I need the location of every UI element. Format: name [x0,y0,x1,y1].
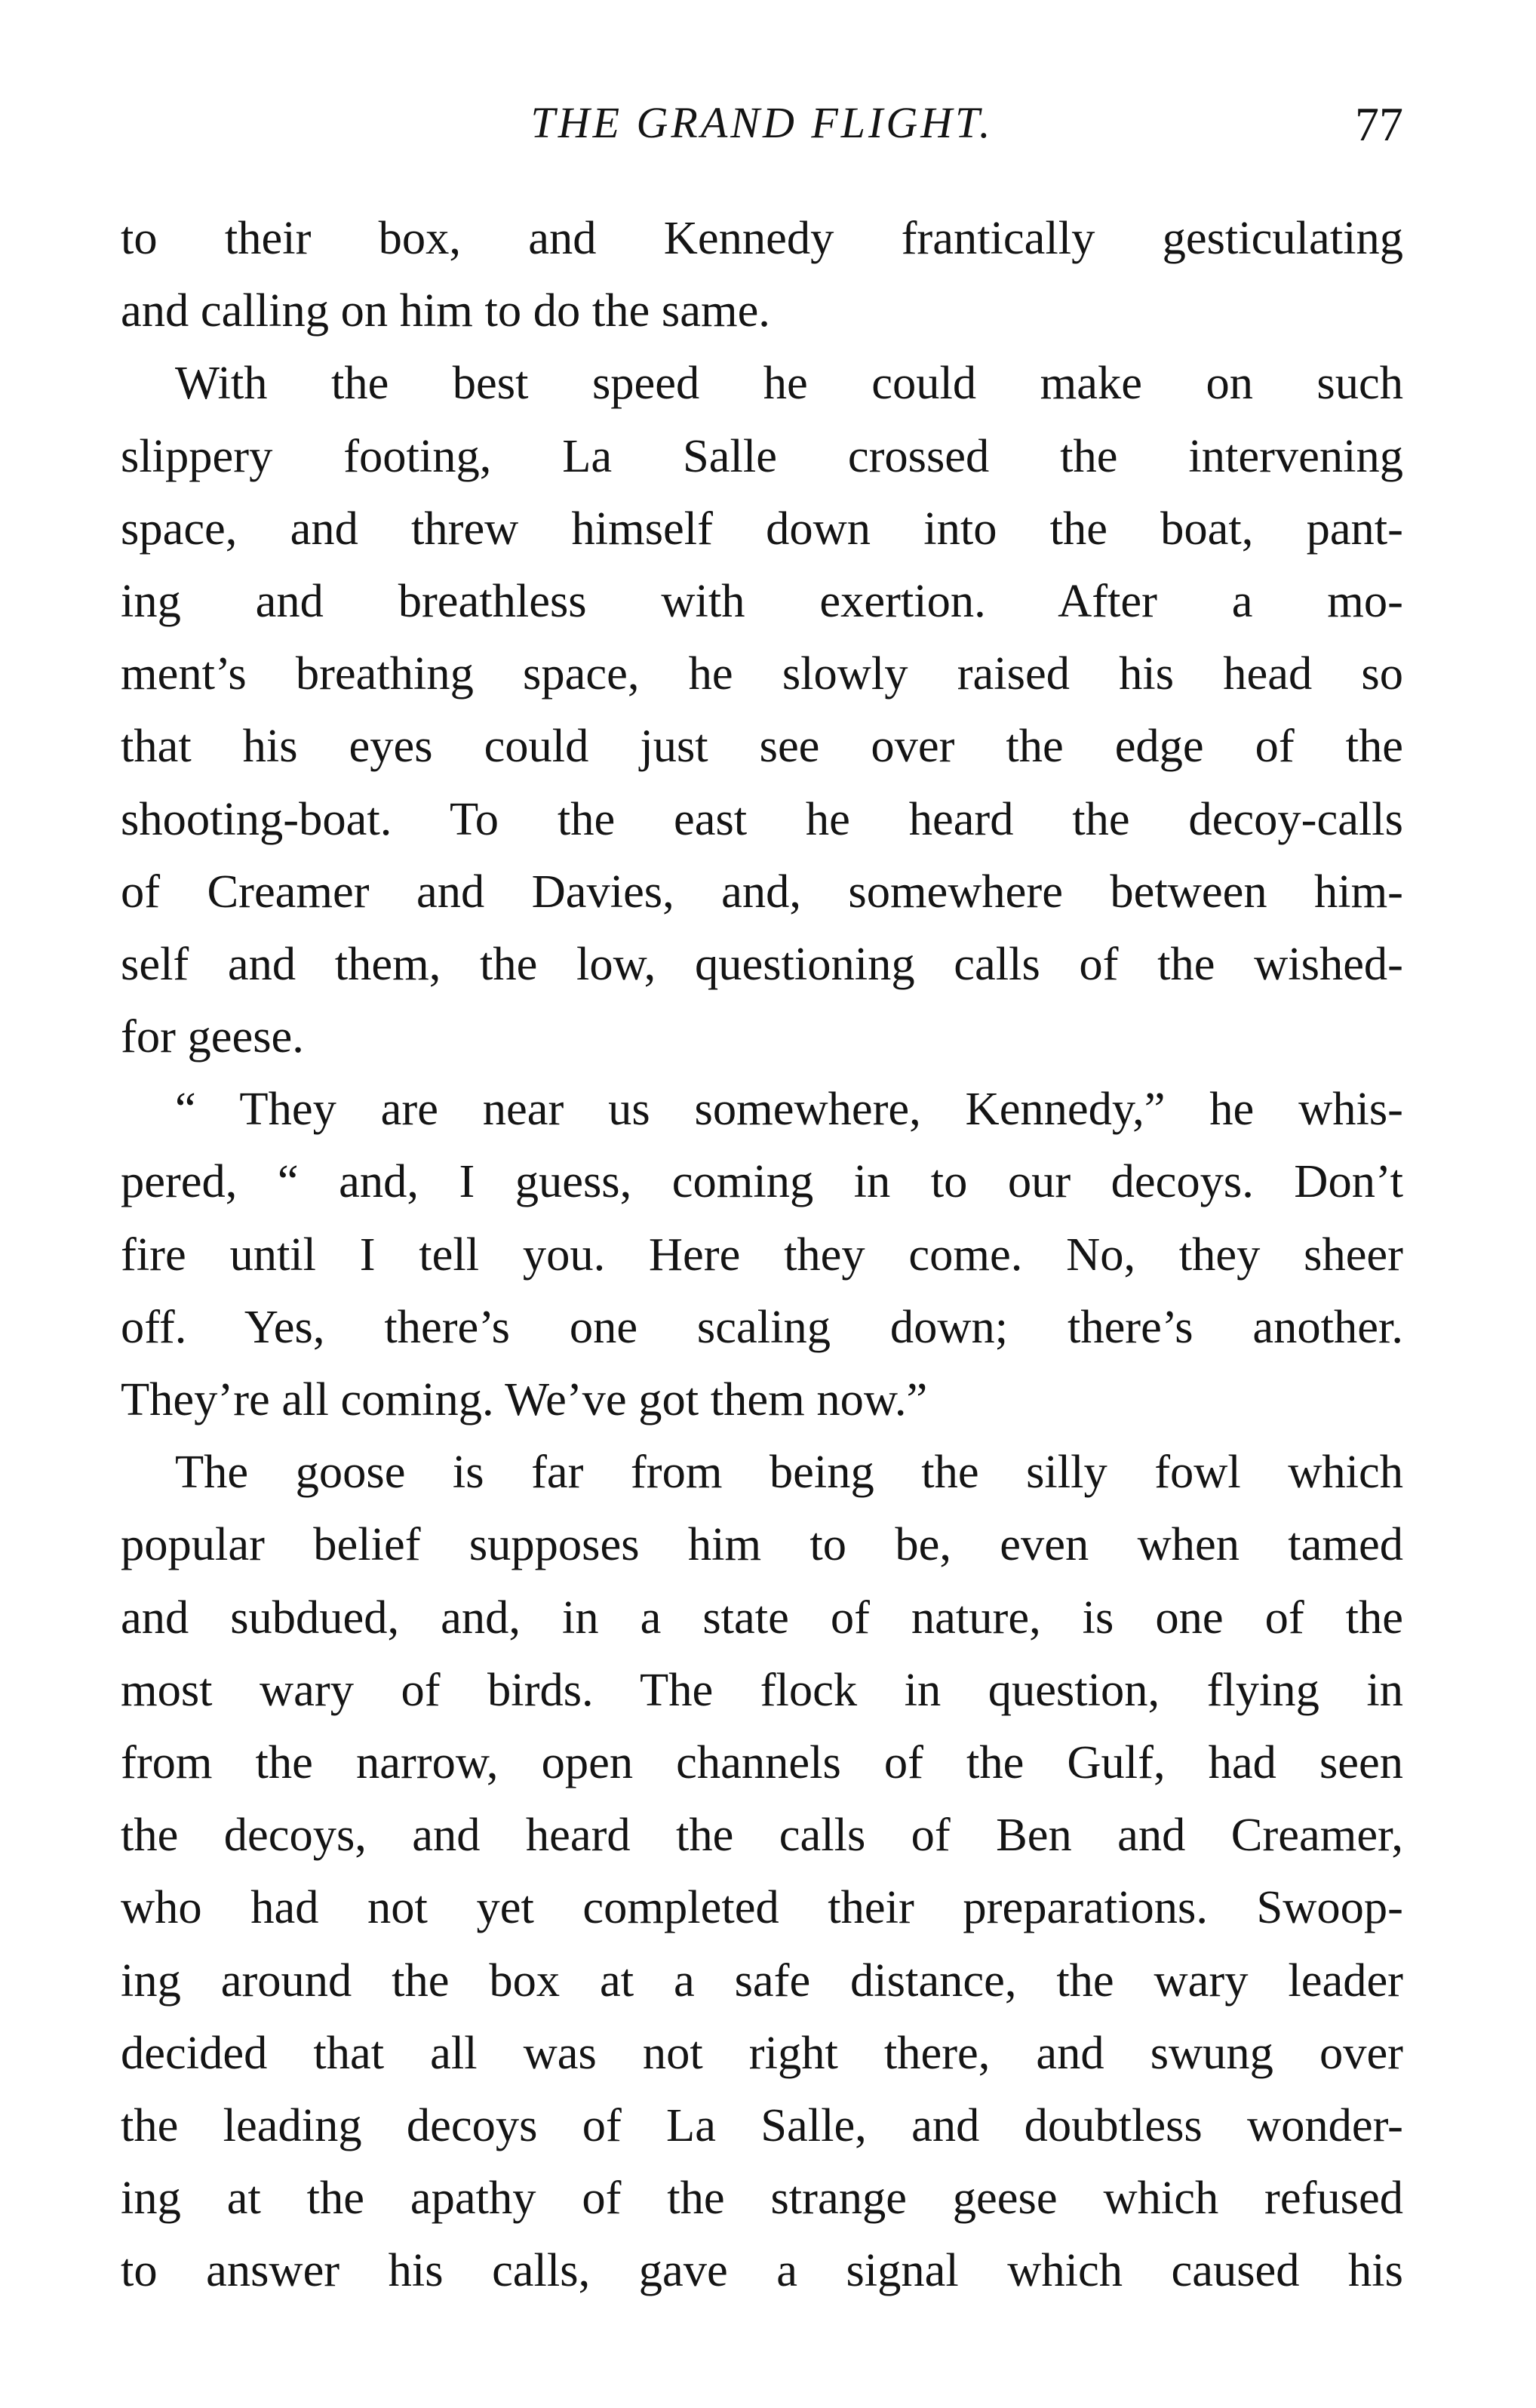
paragraph [121,346,1403,1072]
text-line: most wary of birds. The flock in question, flying in [121,1662,1403,1716]
text-line: The goose is far from being the silly fowl which [175,1445,1403,1499]
page-number: 77 [1355,97,1403,151]
running-head [121,89,1403,157]
text-line: of Creamer and Davies, and, somewhere between him- [121,864,1403,918]
text-line: and calling on him to do the same. [121,284,770,337]
running-title: THE GRAND FLIGHT. [530,98,994,147]
paragraph [121,1435,1403,2306]
text-line: ing and breathless with exertion. After a mo- [121,574,1403,627]
text-line: fire until I tell you. Here they come. No, they sheer [121,1227,1403,1281]
text-line: to their box, and Kennedy frantically gesticulating [121,211,1403,264]
text-line: shooting-boat. To the east he heard the decoy-calls [121,792,1403,845]
text-line: slippery footing, La Salle crossed the intervening [121,429,1403,482]
text-line: and subdued, and, in a state of nature, is one of the [121,1590,1403,1644]
text-line: They’re all coming. We’ve got them now.” [121,1373,928,1425]
text-line: off. Yes, there’s one scaling down; there’s another. [121,1299,1403,1353]
text-line: that his eyes could just see over the edge of the [121,719,1403,773]
text-line: to answer his calls, gave a signal which caused his [121,2243,1403,2297]
text-line: self and them, the low, questioning calls of the wished- [121,936,1403,990]
body-text [121,201,1403,2306]
text-line: ing around the box at a safe distance, the wary leader [121,1953,1403,2007]
text-line: ing at the apathy of the strange geese which refused [121,2171,1403,2225]
text-line: decided that all was not right there, and swung over [121,2025,1403,2079]
text-line: pered, “ and, I guess, coming in to our decoys. Don’t [121,1155,1403,1208]
text-line: ment’s breathing space, he slowly raised his head so [121,647,1403,700]
paragraph [121,1072,1403,1435]
paragraph [121,201,1403,346]
text-line: “ They are near us somewhere, Kennedy,” he whis- [175,1082,1403,1136]
text-line: space, and threw himself down into the boat, pant- [121,501,1403,555]
text-line: popular belief supposes him to be, even when tamed [121,1518,1403,1571]
text-line: the leading decoys of La Salle, and doubtless wonder- [121,2098,1403,2151]
text-line: With the best speed he could make on such [175,356,1403,410]
text-line: who had not yet completed their preparations. Swoop- [121,1881,1403,1934]
text-line: the decoys, and heard the calls of Ben and Creamer, [121,1808,1403,1862]
text-line: from the narrow, open channels of the Gulf, had seen [121,1735,1403,1788]
text-line: for geese. [121,1010,304,1063]
